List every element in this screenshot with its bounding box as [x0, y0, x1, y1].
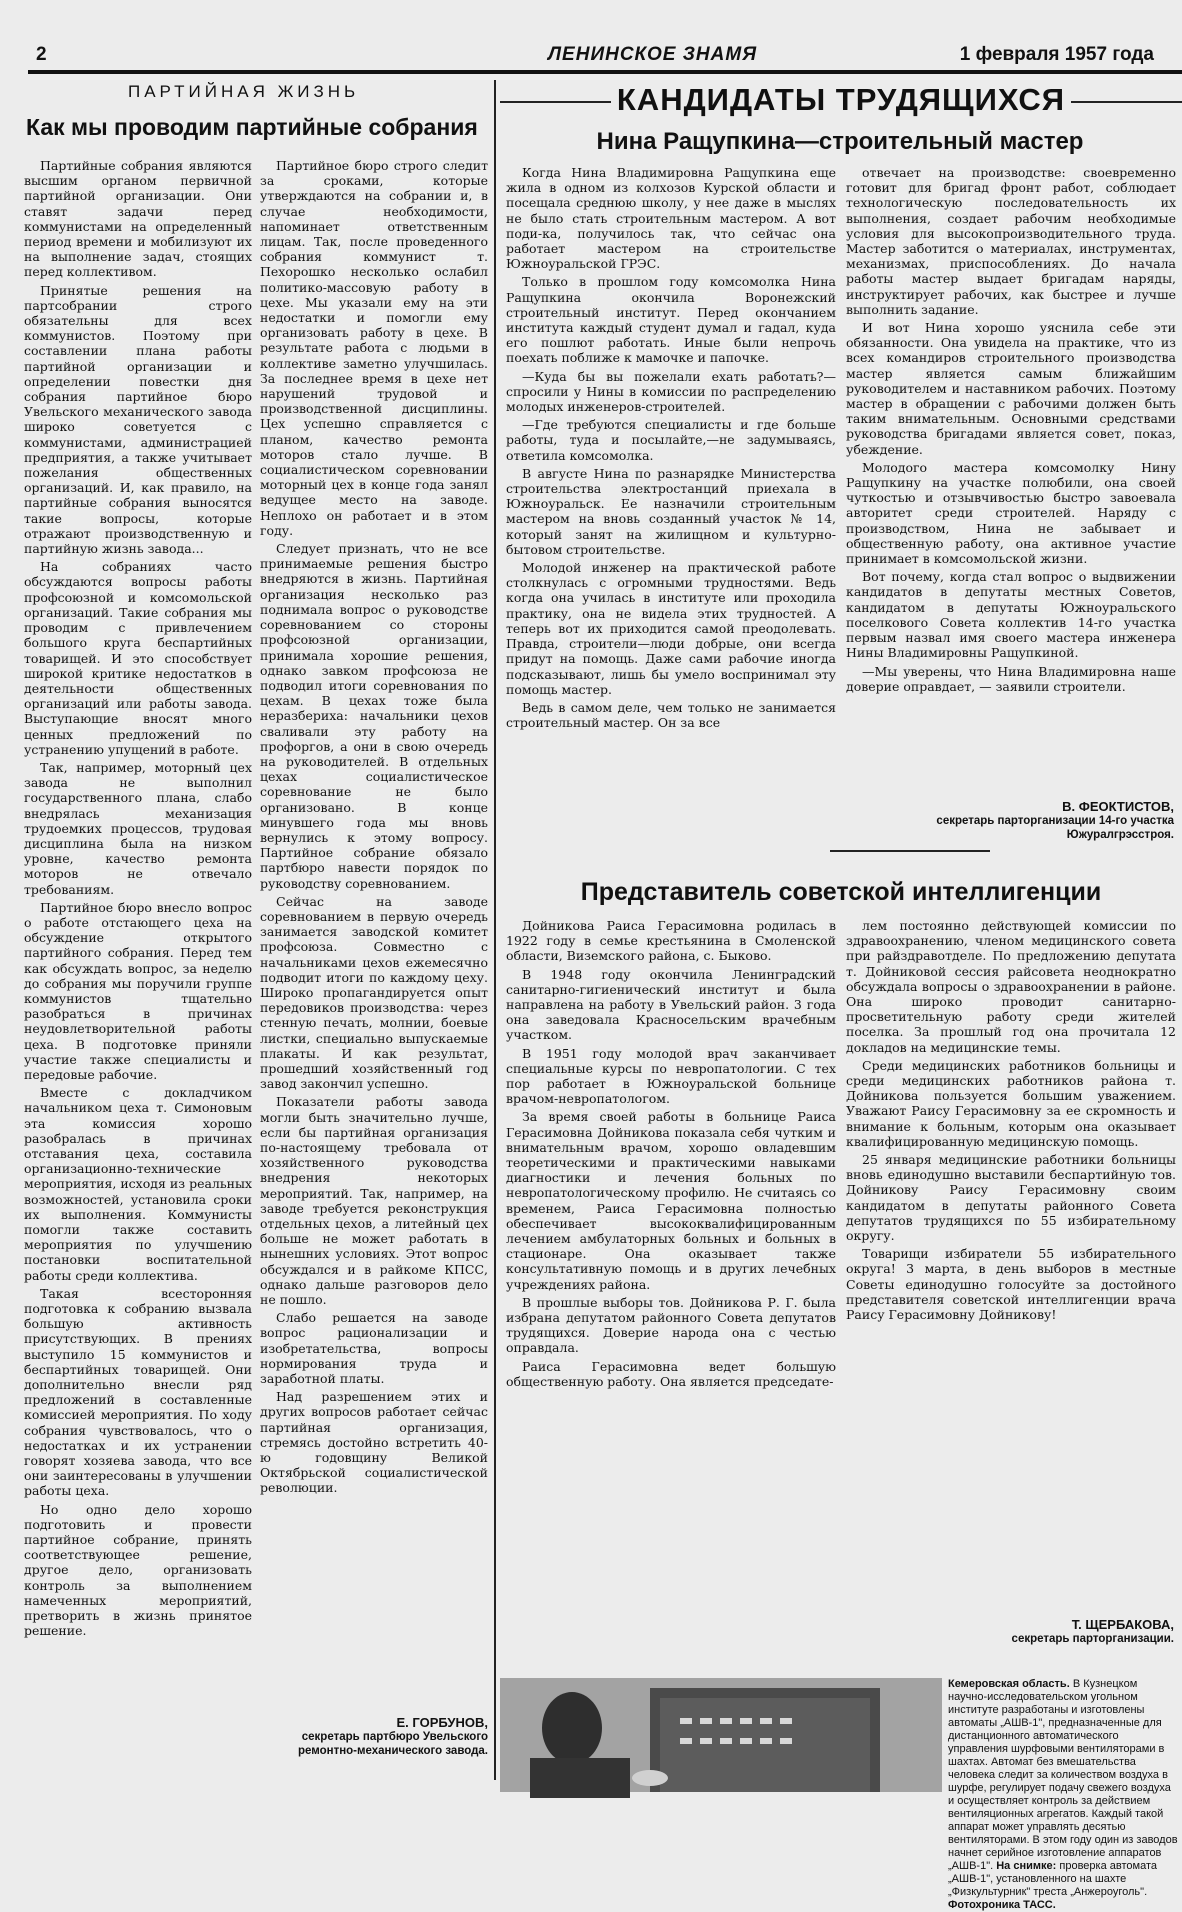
- issue-date: 1 февраля 1957 года: [959, 44, 1154, 65]
- paragraph: —Куда бы вы пожелали ехать работать?—спросили у Нины в комиссии по распределению молодых инженеров-строителей.: [506, 368, 836, 415]
- article-2-column-1: [506, 918, 836, 1756]
- paragraph: Когда Нина Владимировна Ращупкина еще жила в одном из колхозов Курской области и посещала среднюю школу, у нее даже в мыслях не было стать строительным мастером. А вот поди-ка, получилось так, что сейчас она работает мастером на строительстве Южноуральской ГРЭС.: [506, 165, 836, 272]
- article-headline: Как мы проводим партийные собрания: [26, 114, 478, 140]
- article-2-signature: [846, 1618, 1174, 1646]
- paragraph: отвечает на производстве: своевременно готовит для бригад фронт работ, соблюдает технологическую последовательность их выполнения, создает рабочим необходимые условия для высокопроизводительного труда. Мастер заботится о материалах, инструментах, механизмах, приспособлениях. До начала работы мастер выдает бригадам наряды, инструктирует рабочих, как быстрее и лучше выполнить задание.: [846, 165, 1176, 317]
- paragraph: В 1951 году молодой врач заканчивает специальные курсы по невропатологии. С тех пор работает в Южноуральской больнице врачом-невропатологом.: [506, 1045, 836, 1107]
- paragraph: Вместе с докладчиком начальником цеха т. Симоновым эта комиссия хорошо разобралась в причинах отставания цеха, составила организационно-технические мероприятия, исходя из реальных возможностей, установила сроки их выполнения. Коммунисты помогли также составить мероприятия по улучшению постановки воспитательной работы среди коллектива.: [24, 1085, 252, 1283]
- paragraph: 25 января медицинские работники больницы вновь единодушно выставили беспартийную тов. Дойникову Раису Герасимовну своим кандидатом в депутаты районного Совета депутатов трудящихся по 55 избирательному округу.: [846, 1152, 1176, 1244]
- paragraph: Слабо решается на заводе вопрос рационализации и изобретательства, вопросы нормирования труда и заработной платы.: [260, 1310, 488, 1387]
- article-2-column-2: [846, 918, 1176, 1588]
- paragraph: За время своей работы в больнице Раиса Герасимовна Дойникова показала себя чутким и внимательным врачом, хорошо овладевшим теоретическими и практическими навыками диагностики и лечения больных по невропатологическому профилю. Не считаясь со временем, Раиса Герасимовна полностью обеспечивает высококвалифицированным лечением амбулаторных больных и больных в стационаре. Она оказывает также консультативную помощь и в других лечебных учреждениях района.: [506, 1109, 836, 1292]
- paragraph: Раиса Герасимовна ведет большую общественную работу. Она является председате-: [506, 1358, 836, 1389]
- caption-text: В Кузнецком научно-исследовательском угольном институте разработаны и изготовлены автоматы „АШВ-1", предназначенные для дистанционного автоматического управления шурфовыми вентиляторами в шахтах. Автомат без вмешательства человека следит за количеством воздуха в шурфе, регулирует подачу свежего воздуха и осуществляет контроль за действием вентиляционных агрегатов. Каждый такой аппарат может управлять десятью вентиляторами. В этом году один из заводов начнет серийное изготовление аппаратов „АШВ-1".: [948, 1678, 1178, 1872]
- paragraph: Партийное бюро строго следит за сроками, которые утверждаются на собрании и, в случае необходимости, напоминает ответственным лицам. Так, после проведенного собрания коммунист т. Пехорошко несколько ослабил политико-массовую работу в цехе. Мы указали ему на эти недостатки и помогли ему организовать работу в цехе. В результате работа с людьми в коллективе заметно улучшилась. За последнее время в цехе нет нарушений трудовой и производственной дисциплины. Цех успешно справляется с планом, качество ремонта моторов стало лучше. В социалистическом соревновании моторный цех в конце года занял ведущее место на заводе. Неплохо он работает и в этом году.: [260, 158, 488, 538]
- paragraph: —Мы уверены, что Нина Владимировна наше доверие оправдает, — заявили строители.: [846, 663, 1176, 694]
- paragraph: Партийные собрания являются высшим органом первичной партийной организации. Они ставят задачи перед коммунистами на определенный период времени и мобилизуют их на выполнение задач, стоящих перед коллективом.: [24, 158, 252, 280]
- author-role: секретарь партбюро Увельского ремонтно-механического завода.: [297, 1731, 488, 1757]
- paragraph: В 1948 году окончила Ленинградский санитарно-гигиенический институт и была направлена на работу в Увельский район. 3 года она заведовала Красносельским врачебным участком.: [506, 966, 836, 1043]
- article-2-title: Представитель советской интеллигенции: [580, 878, 1102, 906]
- author-name: Т. ЩЕРБАКОВА,: [1071, 1617, 1174, 1632]
- photo-caption: [948, 1678, 1178, 1911]
- paragraph: Ведь в самом деле, чем только не занимается строительный мастер. Он за все: [506, 699, 836, 731]
- paragraph: лем постоянно действующей комиссии по здравоохранению, членом медицинского совета при райздравотделе. По предложению депутата т. Дойниковой сессия райсовета неоднократно обсуждала вопросы о здравоохранении в районе. Она широко проводит санитарно-просветительную работу среди жителей поселка. За прошлый год она прочитала 12 докладов на медицинские темы.: [846, 918, 1176, 1055]
- news-photo: [500, 1678, 942, 1792]
- page-header: [36, 44, 1174, 68]
- photo-illustration: [500, 1678, 942, 1792]
- article-column-2: [260, 158, 488, 1713]
- author-role: секретарь партоpганизации 14-го участка Южуралгрэсстроя.: [936, 815, 1174, 841]
- paragraph: В прошлые выборы тов. Дойникова Р. Г. была избрана депутатом районного Совета депутатов трудящихся. Доверие народа она с честью оправдала.: [506, 1294, 836, 1356]
- article-separator: [830, 850, 990, 852]
- paragraph: Показатели работы завода могли быть значительно лучше, если бы партийная организация по-настоящему требовала от хозяйственного руководства внедрения некоторых мероприятий. Так, например, на заводе требуется реконструкция отдельных цехов, а литейный цех больше не может работать в нынешних условиях. Этот вопрос обсуждался и в райкоме КПСС, однако дальше разговоров дело не пошло.: [260, 1094, 488, 1308]
- paragraph: И вот Нина хорошо уяснила себе эти обязанности. Она увидела на практике, что из всех командиров строительного производства мастер является самым ближайшим руководителем и наставником рабочих. Поэтому мастер в обращении с рабочими должен быть таким внимательным. Основными средствами руководства бригадами является совет, показ, убеждение.: [846, 320, 1176, 457]
- paragraph: Молодой инженер на практической работе столкнулась с огромными трудностями. Ведь когда она училась в институте или проходила практику, она не видела этих трудностей. А теперь вот их приходится самой преодолевать. Правда, строители—люди добрые, они всегда придут на помощь. Даже сами рабочие иногда подсказывают, лишь бы умело воспринимал эту помощь мастер.: [506, 560, 836, 697]
- paragraph: Среди медицинских работников больницы и среди медицинских работников района т. Дойникова пользуется большим уважением. Уважают Раису Герасимовну за ее скромность и внимание к больным, которым она оказывает квалифицированную медицинскую помощь.: [846, 1057, 1176, 1149]
- paragraph: Но одно дело хорошо подготовить и провести партийное собрание, принять соответствующее решение, другое дело, организовать контроль за выполнением намеченных мероприятий, претворить в жизнь принятое решение.: [24, 1501, 252, 1639]
- paragraph: Так, например, моторный цех завода не выполнил государственного плана, слабо внедрялась механизация трудоемких процессов, трудовая дисциплина была на низком уровне, качество ремонта моторов не отвечало требованиям.: [24, 759, 252, 897]
- paragraph: Молодого мастера комсомолку Нину Ращупкину на участке полюбили, она своей чуткостью и отзывчивостью быстро завоевала авторитет среди строителей. Наряду с производством, Нина не забывает и общественную работу, она активное участие принимает в комсомольской жизни.: [846, 459, 1176, 567]
- column-divider: [494, 80, 496, 1780]
- paragraph: В августе Нина по разнарядке Министерства строительства электростанций приехала в Южноуральск. Ее назначили строительным мастером на вновь созданный участок № 14, который занят на жилищном и культурно-бытовом строительстве.: [506, 465, 836, 557]
- paragraph: —Где требуются специалисты и где больше работы, туда и посылайте,—не задумываясь, ответила комсомолка.: [506, 417, 836, 463]
- paragraph: Товарищи избиратели 55 избирательного округа! 3 марта, в день выборов в местные Советы единодушно голосуйте за достойного представителя советской интеллигенции врача Раису Герасимовну Дойникову!: [846, 1246, 1176, 1323]
- header-rule: [28, 70, 1182, 74]
- article-1-column-2: [846, 165, 1176, 785]
- paragraph: Вот почему, когда стал вопрос о выдвижении кандидатов в депутаты местных Советов, кандидатом в депутаты Южноуральского поселкового Совета коллектив 14-го участка первым назвал имя своего мастера инженера Нины Владимировны Ращупкиной.: [846, 569, 1176, 661]
- article-column-1: [24, 158, 252, 1758]
- paragraph: Дойникова Раиса Герасимовна родилась в 1922 году в семье крестьянина в Смоленской области, Виземского района, с. Быково.: [506, 918, 836, 964]
- section-headline-text: КАНДИДАТЫ ТРУДЯЩИХСЯ: [611, 82, 1071, 117]
- author-signature: [262, 1716, 488, 1758]
- paragraph: Партийное бюро внесло вопрос о работе отстающего цеха на обсуждение открытого партийного собрания. Перед тем как обсуждать вопрос, за неделю до собрания мы поручили группе коммунистов тщательно разобраться в причинах неудовлетворительной работы цеха. В подготовке приняли участие также специалисты и передовые рабочие.: [24, 899, 252, 1082]
- paragraph: Следует признать, что не все принимаемые решения быстро внедряются в жизнь. Партийная организация несколько раз поднимала вопрос о руководстве соревнованием со стороны профсоюзной организации, принимала хорошие решения, однако завком профсоюза не подводил итоги соревнования по цехам. В цехах тоже была неразбериха: начальники цехов сваливали эту работу на профоргов, а они в свою очередь на руководителей. В отдельных цехах социалистическое соревнование не было организовано. В конце минувшего года мы вновь вернулись к этому вопросу. Партийное собрание обязало партбюро навести порядок по руководству соревнованием.: [260, 541, 488, 891]
- section-rubric: ПАРТИЙНАЯ ЖИЗНЬ: [128, 82, 360, 101]
- paragraph: На собраниях часто обсуждаются вопросы работы профсоюзной и комсомольской организаций. Такие собрания мы проводим с привлечением большого круга беспартийных товарищей. И это способствует широкой критике недостатков в деятельности общественных организаций или работы завода. Выступающие вносят много ценных предложений по устранению упущений в работе.: [24, 559, 252, 757]
- article-1-column-1: [506, 165, 836, 845]
- author-name: В. ФЕОКТИСТОВ,: [1062, 799, 1174, 814]
- photo-credit: Фотохроника ТАСС.: [948, 1899, 1056, 1911]
- author-name: Е. ГОРБУНОВ,: [396, 1715, 488, 1730]
- newspaper-name: ЛЕНИНСКОЕ ЗНАМЯ: [548, 44, 758, 65]
- caption-onphoto: проверка автомата „АШВ-1", установленного на шахте „Физкультурник" треста „Анжероуголь".: [948, 1860, 1157, 1898]
- article-1-title: Нина Ращупкина—строительный мастер: [596, 128, 1084, 155]
- caption-onphoto-label: На снимке:: [996, 1860, 1057, 1872]
- paragraph: Сейчас на заводе соревнованием в первую очередь занимается заводской комитет профсоюза. Совместно с начальниками цехов ежемесячно подводит итоги по каждому цеху. Широко пропагандируется опыт передовиков производства: через стенную печать, молнии, боевые листки, специально выпускаемые плакаты. И как результат, прошедший хозяйственный год завод закончил успешно.: [260, 893, 488, 1092]
- paragraph: Принятые решения на партсобрании строго обязательны для всех коммунистов. Поэтому при составлении плана работы партийной организации и определении повестки дня собрания партийное бюро Увельского механического завода широко советуется с коммунистами, администрацией предприятия, а также учитывает пожелания общественных организаций. И, как правило, на партийные собрания выносятся такие вопросы, которые отражают производственную и партийную жизнь завода...: [24, 282, 252, 557]
- paragraph: Только в прошлом году комсомолка Нина Ращупкина окончила Воронежский строительный институт. Перед окончанием института каждый студент думал и гадал, куда его пошлют работать. Иные были непрочь поехать поближе к мамочке и папочке.: [506, 274, 836, 366]
- caption-lead: Кемеровская область.: [948, 1678, 1070, 1690]
- paragraph: Над разрешением этих и других вопросов работает сейчас партийная организация, стремясь достойно встретить 40-ю годовщину Великой Октябрьской социалистической революции.: [260, 1389, 488, 1496]
- page-number: 2: [36, 44, 47, 65]
- article-1-signature: [846, 800, 1174, 842]
- section-headline: [500, 82, 1182, 118]
- paragraph: Такая всесторонняя подготовка к собранию вызвала большую активность присутствующих. В прениях выступило 15 коммунистов и беспартийных товарищей. Они дополнительно внесли ряд предложений в составленные комиссией мероприятия. По ходу собрания чувствовалось, что о недостатках и их устранении говорят хозяева завода, что все они заинтересованы в улучшении работы цеха.: [24, 1285, 252, 1499]
- author-role: секретарь парторганизации.: [1011, 1633, 1174, 1645]
